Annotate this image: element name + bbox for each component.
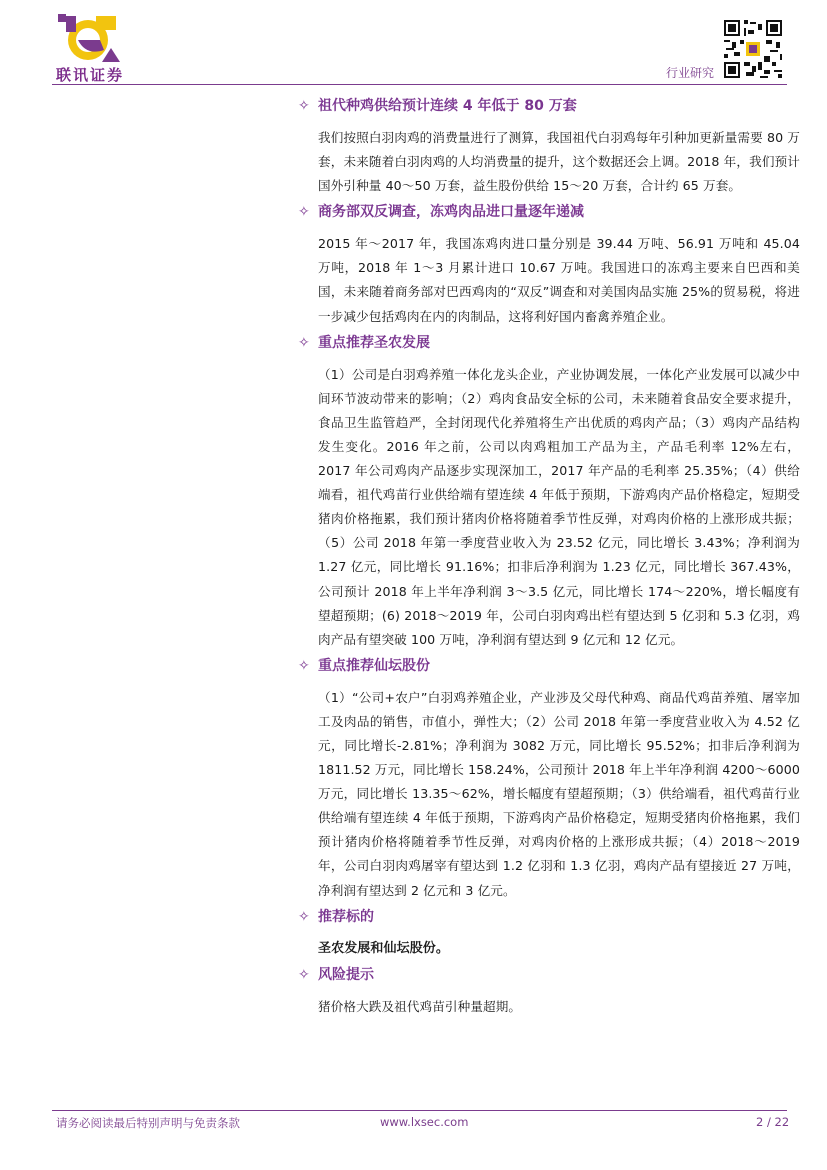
- qr-code: [722, 18, 784, 80]
- section-paragraph: 我们按照白羽肉鸡的消费量进行了测算，我国祖代白羽鸡每年引种加更新量需要 80 万套，未来随着白羽肉鸡的人均消费量的提升，这个数据还会上调。2018 年，我们预计国外引种量 40～50 万套，益生股份供给 15～20 万套，合计约 65 万套。: [318, 130, 800, 194]
- header-divider: [52, 84, 787, 85]
- page-number: 2 / 22: [756, 1115, 790, 1129]
- diamond-bullet-icon: ✧: [298, 334, 310, 351]
- report-body: [292, 94, 800, 1021]
- section: [292, 94, 800, 200]
- diamond-bullet-icon: ✧: [298, 98, 310, 114]
- section-paragraph: （1）“公司+农户”白羽鸡养殖企业，产业涉及父母代种鸡、商品代鸡苗养殖、屠宰加工及肉品的销售，市值小，弹性大；（2）公司 2018 年第一季度营业收入为 4.52 亿元，同比增长-2.81%；净利润为 3082 万元，同比增长 95.52%；扣非后净利润为 1811.52 万元，同比增长 158.24%，公司预计 2018 年上半年净利润 4200～6000 万元，同比增长 13.35～62%，增长幅度有望超预期；（3）供给端看，祖代鸡苗行业供给端有望连续 4 年低于预期，下游鸡肉产品价格稳定，短期受猪肉价格拖累，我们预计猪肉价格将随着季节性反弹，对鸡肉价格的上涨形成共振；（4）2018～2019 年，公司白羽肉鸡屠宰有望达到 1.2 亿羽和 1.3 亿羽，鸡肉产品有望接近 27 万吨，净利润有望达到 2 亿元和 3 亿元。: [318, 689, 800, 898]
- section: [292, 654, 800, 905]
- section-paragraph: 猪价格大跌及祖代鸡苗引种量超期。: [318, 998, 522, 1014]
- section-heading: ✧ 祖代种鸡供给预计连续 4 年低于 80 万套: [292, 94, 800, 118]
- website-link[interactable]: www.lxsec.com: [380, 1115, 469, 1129]
- diamond-bullet-icon: ✧: [298, 966, 310, 983]
- section-heading: ✧ 商务部双反调查，冻鸡肉品进口量逐年递减: [292, 200, 800, 224]
- footer-divider: [52, 1110, 787, 1111]
- diamond-bullet-icon: ✧: [298, 657, 310, 674]
- section: [292, 331, 800, 654]
- section-paragraph: 圣农发展和仙坛股份。: [318, 940, 450, 956]
- report-category: 行业研究: [666, 66, 715, 80]
- section-paragraph: 2015 年～2017 年，我国冻鸡肉进口量分别是 39.44 万吨、56.91 万吨和 45.04 万吨，2018 年 1～3 月累计进口 10.67 万吨。我国进口的冻鸡主要来自巴西和美国，未来随着商务部对巴西鸡肉的“双反”调查和对美国肉品实施 25%的贸易税，将进一步减少包括鸡肉在内的肉制品，这将利好国内畜禽养殖企业。: [318, 236, 800, 324]
- section-heading: ✧ 风险提示: [292, 963, 800, 987]
- section-heading: ✧ 推荐标的: [292, 905, 800, 929]
- section: [292, 200, 800, 330]
- section: [292, 963, 800, 1021]
- section-heading: ✧ 重点推荐圣农发展: [292, 331, 800, 355]
- diamond-bullet-icon: ✧: [298, 908, 310, 925]
- section-heading: ✧ 重点推荐仙坛股份: [292, 654, 800, 678]
- disclaimer-link[interactable]: 请务必阅读最后特别声明与免责条款: [56, 1116, 240, 1130]
- company-name: 联讯证券: [56, 66, 125, 84]
- section: [292, 905, 800, 963]
- section-paragraph: （1）公司是白羽鸡养殖一体化龙头企业，产业协调发展，一体化产业发展可以减少中间环节波动带来的影响；（2）鸡肉食品安全标的公司，未来随着食品安全要求提升，食品卫生监管趋严，全封闭现代化养殖将生产出优质的鸡肉产品；（3）鸡肉产品结构发生变化。2016 年之前，公司以肉鸡粗加工产品为主，产品毛利率 12%左右，2017 年公司鸡肉产品逐步实现深加工，2017 年产品的毛利率 25.35%；（4）供给端看，祖代鸡苗行业供给端有望连续 4 年低于预期，下游鸡肉产品价格稳定，短期受猪肉价格拖累，我们预计猪肉价格将随着季节性反弹，对鸡肉价格的上涨形成共振；（5）公司 2018 年第一季度营业收入为 23.52 亿元，同比增长 3.43%；净利润为 1.27 亿元，同比增长 91.16%；扣非后净利润为 1.23 亿元，同比增长 367.43%，公司预计 2018 年上半年净利润 3～3.5 亿元，同比增长 174～220%，增长幅度有望超预期；(6) 2018～2019 年，公司白羽肉鸡出栏有望达到 5 亿羽和 5.3 亿羽，鸡肉产品有望突破 100 万吨，净利润有望达到 9 亿元和 12 亿元。: [318, 366, 800, 647]
- diamond-bullet-icon: ✧: [298, 204, 310, 221]
